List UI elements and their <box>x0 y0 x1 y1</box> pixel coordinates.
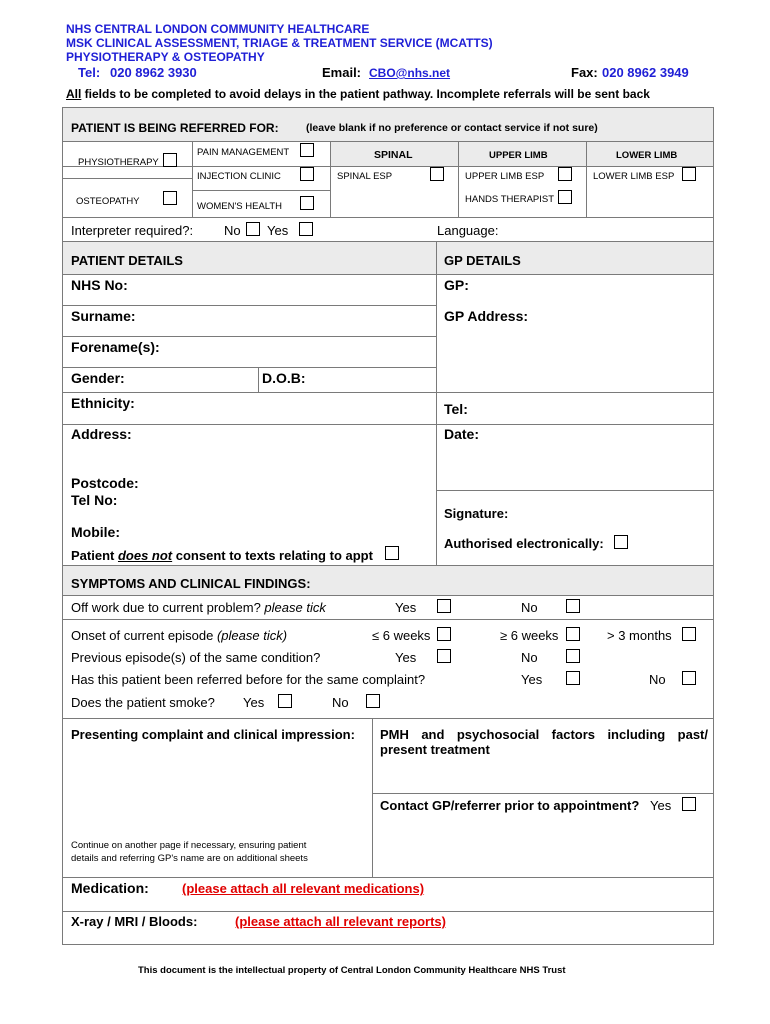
footer-note: This document is the intellectual property of Central London Community Healthcare NHS Trust <box>138 965 566 976</box>
signature-label: Signature: <box>444 506 509 521</box>
hands-therapist-checkbox[interactable] <box>558 190 572 204</box>
service-subtitle: PHYSIOTHERAPY & OSTEOPATHY <box>66 50 265 64</box>
pmh-label: PMH and psychosocial factors including past/ present treatment <box>380 727 708 757</box>
spinal-esp-checkbox[interactable] <box>430 167 444 181</box>
pain-management-label: PAIN MANAGEMENT <box>197 147 290 158</box>
org-name: NHS CENTRAL LONDON COMMUNITY HEALTHCARE <box>66 22 370 36</box>
contact-gp-label: Contact GP/referrer prior to appointment? <box>380 798 640 813</box>
onset-gt3-checkbox[interactable] <box>682 627 696 641</box>
nhs-no-label: NHS No: <box>71 277 128 293</box>
previous-yes-checkbox[interactable] <box>437 649 451 663</box>
referred-before-label: Has this patient been referred before for the same complaint? <box>71 672 426 687</box>
injection-clinic-checkbox[interactable] <box>300 167 314 181</box>
lower-limb-esp-checkbox[interactable] <box>682 167 696 181</box>
presenting-complaint-label: Presenting complaint and clinical impression: <box>71 727 355 742</box>
tel-value: 020 8962 3930 <box>110 65 197 80</box>
off-work-no-label: No <box>521 600 538 615</box>
ethnicity-label: Ethnicity: <box>71 395 135 411</box>
interpreter-yes-checkbox[interactable] <box>299 222 313 236</box>
surname-label: Surname: <box>71 308 136 324</box>
lower-limb-header: LOWER LIMB <box>616 150 678 161</box>
spinal-esp-label: SPINAL ESP <box>337 171 393 182</box>
referred-yes-label: Yes <box>521 672 543 687</box>
text-consent-checkbox[interactable] <box>385 546 399 560</box>
off-work-yes-checkbox[interactable] <box>437 599 451 613</box>
lower-limb-esp-label: LOWER LIMB ESP <box>593 171 675 182</box>
hands-therapist-label: HANDS THERAPIST <box>465 194 555 205</box>
smoke-no-label: No <box>332 695 349 710</box>
onset-label: Onset of current episode (please tick) <box>71 628 288 643</box>
patient-details-title: PATIENT DETAILS <box>71 253 183 268</box>
smoke-label: Does the patient smoke? <box>71 695 215 710</box>
previous-no-label: No <box>521 650 538 665</box>
language-label: Language: <box>437 223 499 238</box>
gp-date-label: Date: <box>444 426 480 442</box>
gp-label: GP: <box>444 277 469 293</box>
previous-no-checkbox[interactable] <box>566 649 580 663</box>
text-consent-label: Patient does not consent to texts relating to appt <box>71 548 373 563</box>
mobile-label: Mobile: <box>71 524 120 540</box>
contact-gp-yes-checkbox[interactable] <box>682 797 696 811</box>
physiotherapy-checkbox[interactable] <box>163 153 177 167</box>
interpreter-no-label: No <box>224 223 241 238</box>
previous-episode-label: Previous episode(s) of the same condition? <box>71 650 321 665</box>
onset-gt3-label: > 3 months <box>607 628 672 643</box>
referred-no-checkbox[interactable] <box>682 671 696 685</box>
physiotherapy-label: PHYSIOTHERAPY <box>78 157 159 168</box>
service-name: MSK CLINICAL ASSESSMENT, TRIAGE & TREATMENT SERVICE (MCATTS) <box>66 36 493 50</box>
medication-note: (please attach all relevant medications) <box>182 881 425 896</box>
authorised-label: Authorised electronically: <box>444 536 604 551</box>
onset-lt6-checkbox[interactable] <box>437 627 451 641</box>
symptoms-title: SYMPTOMS AND CLINICAL FINDINGS: <box>71 576 311 591</box>
completion-notice: All fields to be completed to avoid delays in the patient pathway. Incomplete referrals will be sent back <box>66 87 650 101</box>
previous-yes-label: Yes <box>395 650 417 665</box>
postcode-label: Postcode: <box>71 475 139 491</box>
womens-health-label: WOMEN'S HEALTH <box>197 201 283 212</box>
gp-address-label: GP Address: <box>444 308 529 324</box>
osteopathy-label: OSTEOPATHY <box>76 196 140 207</box>
referred-yes-checkbox[interactable] <box>566 671 580 685</box>
interpreter-label: Interpreter required?: <box>71 223 194 238</box>
interpreter-no-checkbox[interactable] <box>246 222 260 236</box>
fax-label: Fax: <box>571 65 598 80</box>
contact-gp-yes-label: Yes <box>650 798 672 813</box>
fax-value: 020 8962 3949 <box>602 65 689 80</box>
authorised-checkbox[interactable] <box>614 535 628 549</box>
onset-ge6-checkbox[interactable] <box>566 627 580 641</box>
off-work-yes-label: Yes <box>395 600 417 615</box>
off-work-label: Off work due to current problem? please tick <box>71 600 326 615</box>
onset-lt6-label: ≤ 6 weeks <box>372 628 431 643</box>
osteopathy-checkbox[interactable] <box>163 191 177 205</box>
gp-tel-label: Tel: <box>444 401 468 417</box>
dob-label: D.O.B: <box>262 370 306 386</box>
injection-clinic-label: INJECTION CLINIC <box>197 171 281 182</box>
upper-limb-header: UPPER LIMB <box>489 150 548 161</box>
continue-note-line1: Continue on another page if necessary, ensuring patient <box>71 840 307 851</box>
interpreter-yes-label: Yes <box>267 223 289 238</box>
xray-note: (please attach all relevant reports) <box>235 914 446 929</box>
pain-management-checkbox[interactable] <box>300 143 314 157</box>
upper-limb-esp-label: UPPER LIMB ESP <box>465 171 545 182</box>
tel-label: Tel: <box>78 65 101 80</box>
continue-note-line2: details and referring GP's name are on additional sheets <box>71 853 308 864</box>
gp-details-title: GP DETAILS <box>444 253 521 268</box>
smoke-no-checkbox[interactable] <box>366 694 380 708</box>
upper-limb-esp-checkbox[interactable] <box>558 167 572 181</box>
email-link[interactable]: CBO@nhs.net <box>369 66 451 80</box>
forenames-label: Forename(s): <box>71 339 160 355</box>
xray-label: X-ray / MRI / Bloods: <box>71 914 198 929</box>
email-label: Email: <box>322 65 362 80</box>
tel-no-label: Tel No: <box>71 492 118 508</box>
off-work-no-checkbox[interactable] <box>566 599 580 613</box>
smoke-yes-label: Yes <box>243 695 265 710</box>
womens-health-checkbox[interactable] <box>300 196 314 210</box>
referred-no-label: No <box>649 672 666 687</box>
medication-label: Medication: <box>71 880 149 896</box>
smoke-yes-checkbox[interactable] <box>278 694 292 708</box>
onset-ge6-label: ≥ 6 weeks <box>500 628 559 643</box>
referral-title: PATIENT IS BEING REFERRED FOR: <box>71 121 279 135</box>
referral-subtitle: (leave blank if no preference or contact service if not sure) <box>306 122 598 134</box>
address-label: Address: <box>71 426 132 442</box>
spinal-header: SPINAL <box>374 149 413 161</box>
gender-label: Gender: <box>71 370 125 386</box>
